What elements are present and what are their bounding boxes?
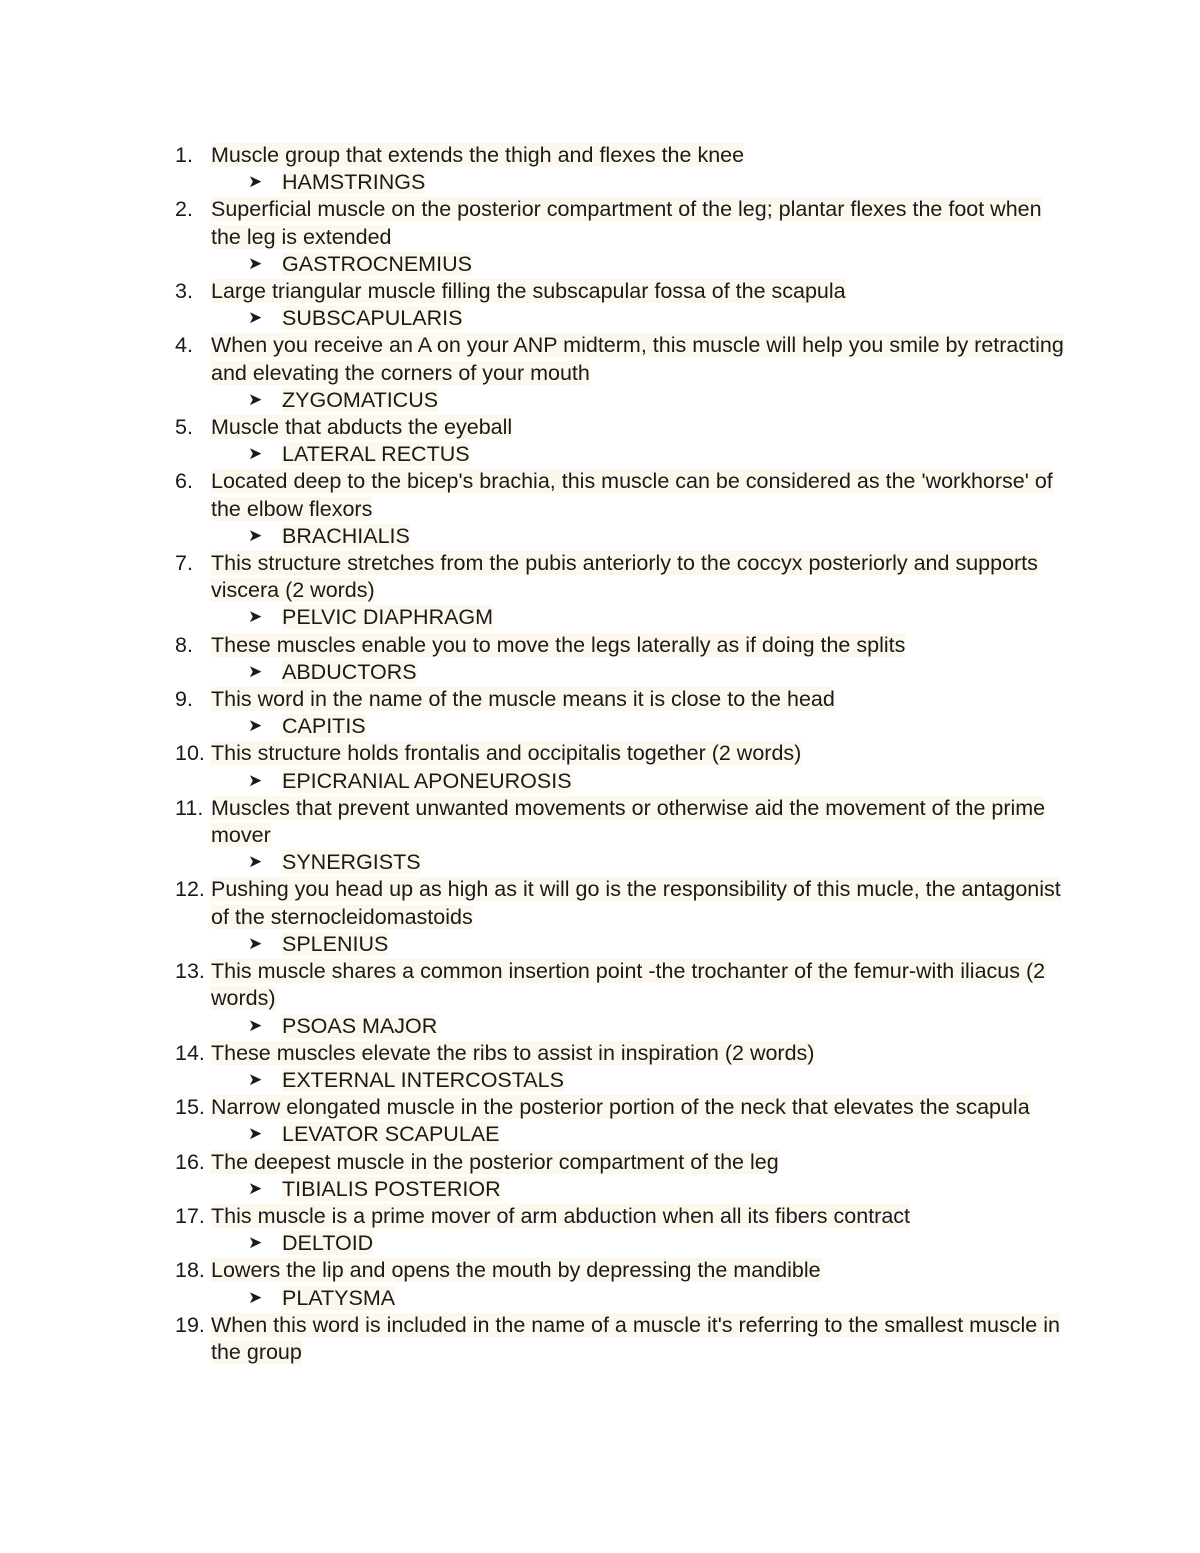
answer-text: GASTROCNEMIUS	[282, 251, 472, 276]
question-text: Lowers the lip and opens the mouth by depressing the mandible	[211, 1258, 821, 1283]
answer-item	[0, 251, 1200, 278]
answer-text: BRACHIALIS	[282, 523, 410, 548]
answer-item	[0, 768, 1200, 795]
question-number: 1.	[175, 143, 193, 167]
arrowhead-bullet-icon: ➤	[248, 716, 263, 737]
question-text: This structure holds frontalis and occipitalis together (2 words)	[211, 741, 802, 766]
question-number: 17.	[175, 1203, 205, 1228]
question-item	[0, 1094, 1200, 1121]
question-text: This muscle shares a common insertion point -the trochanter of the femur-with iliacus (2 words)	[211, 959, 1046, 1011]
answer-item	[0, 849, 1200, 876]
arrowhead-bullet-icon: ➤	[248, 1015, 263, 1036]
question-number: 18.	[175, 1258, 205, 1283]
arrowhead-bullet-icon: ➤	[248, 444, 263, 465]
answer-item	[0, 441, 1200, 468]
question-text: The deepest muscle in the posterior compartment of the leg	[211, 1149, 779, 1174]
answer-item	[0, 387, 1200, 414]
arrowhead-bullet-icon: ➤	[248, 607, 263, 628]
arrowhead-bullet-icon: ➤	[248, 1124, 263, 1145]
question-text: These muscles enable you to move the legs laterally as if doing the splits	[211, 632, 906, 657]
question-text: Superficial muscle on the posterior compartment of the leg; plantar flexes the foot when the leg is extended	[211, 197, 1042, 249]
answer-item	[0, 1067, 1200, 1094]
arrowhead-bullet-icon: ➤	[248, 389, 263, 410]
answer-item	[0, 1230, 1200, 1257]
answer-text: SUBSCAPULARIS	[282, 306, 463, 331]
question-number: 13.	[175, 959, 205, 984]
answer-text: SYNERGISTS	[282, 850, 421, 875]
question-text: This structure stretches from the pubis anteriorly to the coccyx posteriorly and supports viscera (2 words)	[211, 551, 1038, 603]
answer-text: EXTERNAL INTERCOSTALS	[282, 1067, 564, 1092]
question-item	[0, 686, 1200, 713]
question-text: Pushing you head up as high as it will go is the responsibility of this mucle, the antagonist of the sternocleidomastoids	[211, 877, 1061, 929]
question-item	[0, 414, 1200, 441]
question-text: Located deep to the bicep's brachia, this muscle can be considered as the 'workhorse' of the elbow flexors	[211, 469, 1053, 521]
answer-text: PLATYSMA	[282, 1285, 396, 1310]
question-item	[0, 1040, 1200, 1067]
question-item	[0, 876, 1200, 930]
arrowhead-bullet-icon: ➤	[248, 933, 263, 954]
question-number: 7.	[175, 551, 193, 576]
question-text: When this word is included in the name of a muscle it's referring to the smallest muscle in the group	[211, 1312, 1060, 1364]
question-number: 10.	[175, 741, 205, 766]
question-text: Muscle that abducts the eyeball	[211, 415, 513, 440]
arrowhead-bullet-icon: ➤	[248, 172, 263, 193]
question-number: 2.	[175, 197, 193, 222]
question-number: 4.	[175, 333, 193, 358]
answer-item	[0, 931, 1200, 958]
question-number: 12.	[175, 877, 205, 902]
arrowhead-bullet-icon: ➤	[248, 852, 263, 873]
answer-text: ZYGOMATICUS	[282, 387, 439, 412]
arrowhead-bullet-icon: ➤	[248, 661, 263, 682]
question-number: 11.	[175, 795, 204, 820]
answer-item	[0, 713, 1200, 740]
question-item	[0, 958, 1200, 1012]
question-item	[0, 142, 1200, 169]
question-number: 3.	[175, 279, 193, 304]
question-item	[0, 550, 1200, 604]
answer-text: HAMSTRINGS	[282, 170, 426, 195]
question-number: 8.	[175, 632, 193, 657]
arrowhead-bullet-icon: ➤	[248, 1178, 263, 1199]
answer-text: LEVATOR SCAPULAE	[282, 1122, 500, 1147]
question-item	[0, 332, 1200, 386]
arrowhead-bullet-icon: ➤	[248, 1287, 263, 1308]
question-number: 16.	[175, 1149, 205, 1174]
arrowhead-bullet-icon: ➤	[248, 525, 263, 546]
answer-item	[0, 1176, 1200, 1203]
answer-item	[0, 1285, 1200, 1312]
question-number: 14.	[175, 1040, 205, 1065]
answer-item	[0, 604, 1200, 631]
question-item	[0, 468, 1200, 522]
question-item	[0, 740, 1200, 767]
question-number: 19.	[175, 1312, 205, 1337]
arrowhead-bullet-icon: ➤	[248, 308, 263, 329]
answer-item	[0, 169, 1200, 196]
question-item	[0, 632, 1200, 659]
answer-item	[0, 1013, 1200, 1040]
question-item	[0, 1149, 1200, 1176]
arrowhead-bullet-icon: ➤	[248, 1233, 263, 1254]
answer-item	[0, 1121, 1200, 1148]
arrowhead-bullet-icon: ➤	[248, 770, 263, 791]
question-text: This muscle is a prime mover of arm abduction when all its fibers contract	[211, 1203, 911, 1228]
question-item	[0, 1312, 1200, 1366]
answer-text: CAPITIS	[282, 714, 366, 739]
question-number: 5.	[175, 415, 193, 440]
answer-text: DELTOID	[282, 1231, 374, 1256]
question-number: 15.	[175, 1095, 205, 1120]
arrowhead-bullet-icon: ➤	[248, 1069, 263, 1090]
question-item	[0, 196, 1200, 250]
question-text: This word in the name of the muscle means it is close to the head	[211, 687, 835, 712]
answer-text: PELVIC DIAPHRAGM	[282, 605, 494, 630]
question-number: 9.	[175, 687, 193, 712]
answer-text: PSOAS MAJOR	[282, 1013, 438, 1038]
question-item	[0, 795, 1200, 849]
question-item	[0, 278, 1200, 305]
question-text: Narrow elongated muscle in the posterior portion of the neck that elevates the scapula	[211, 1095, 1030, 1120]
arrowhead-bullet-icon: ➤	[248, 253, 263, 274]
question-text: Muscles that prevent unwanted movements or otherwise aid the movement of the prime mover	[211, 795, 1046, 848]
question-text: These muscles elevate the ribs to assist in inspiration (2 words)	[211, 1040, 815, 1065]
answer-item	[0, 523, 1200, 550]
question-text: When you receive an A on your ANP midterm, this muscle will help you smile by retracting and elevating the corners of your mouth	[211, 333, 1064, 385]
answer-text: LATERAL RECTUS	[282, 442, 470, 467]
question-item	[0, 1257, 1200, 1284]
question-text: Muscle group that extends the thigh and flexes the knee	[211, 143, 745, 167]
answer-item	[0, 305, 1200, 332]
question-text: Large triangular muscle filling the subscapular fossa of the scapula	[211, 279, 846, 304]
answer-text: TIBIALIS POSTERIOR	[282, 1176, 501, 1201]
answer-text: SPLENIUS	[282, 931, 389, 956]
answer-item	[0, 659, 1200, 686]
question-item	[0, 1203, 1200, 1230]
answer-text: EPICRANIAL APONEUROSIS	[282, 768, 572, 793]
answer-text: ABDUCTORS	[282, 659, 417, 684]
question-number: 6.	[175, 469, 193, 494]
document-page	[0, 142, 1200, 1366]
